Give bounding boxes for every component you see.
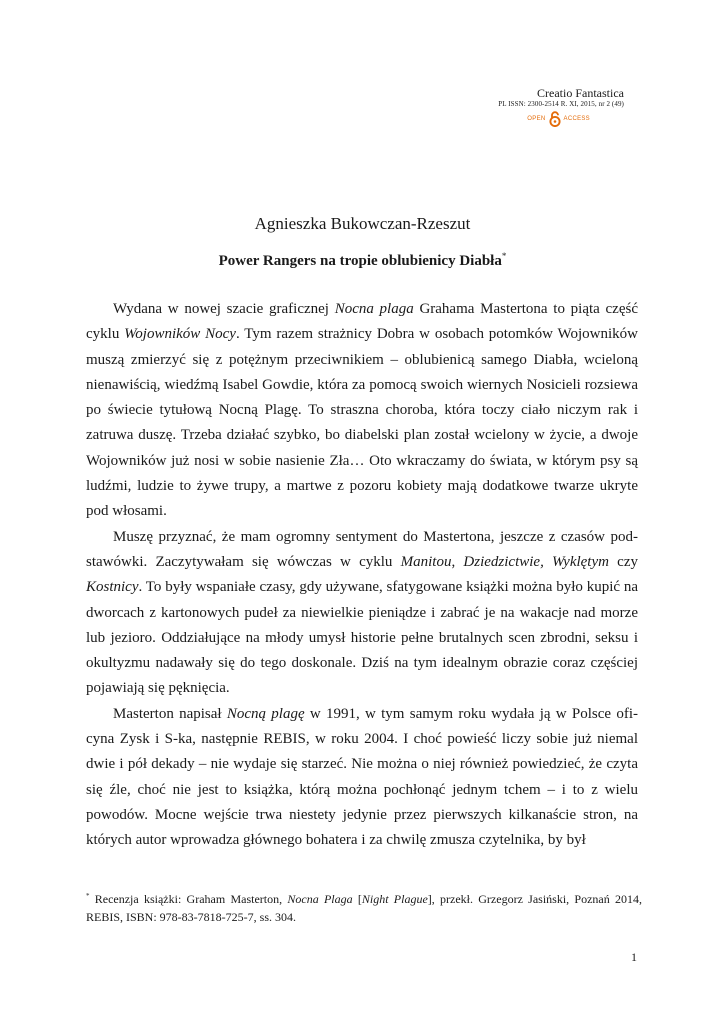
italic-title-text: Night Plague bbox=[361, 892, 428, 906]
journal-issn: PL ISSN: 2300-2514 R. XI, 2015, nr 2 (49) bbox=[498, 100, 624, 108]
paragraph-text: czy bbox=[608, 553, 638, 570]
access-label: ACCESS bbox=[563, 116, 590, 122]
italic-title-text: Nocna plaga bbox=[334, 301, 414, 317]
paragraph-text: ], przekł. Grzegorz Jasiński, Poznań 2014, REBIS, ISBN: 978-83-7818-725-7, ss. 304. bbox=[86, 892, 642, 924]
body-paragraph bbox=[86, 702, 638, 854]
paragraph-text: Wydana w nowej szacie graficznej bbox=[113, 301, 335, 317]
italic-title-text: Manitou bbox=[400, 553, 452, 570]
article-author: Agnieszka Bukowczan-Rzeszut bbox=[254, 214, 471, 233]
journal-title: Creatio Fantastica bbox=[537, 86, 624, 100]
article-title-text: Power Rangers na tropie oblubienicy Diabła bbox=[218, 253, 502, 269]
italic-title-text: Wojowników Nocy bbox=[124, 326, 236, 343]
body-paragraph bbox=[86, 297, 638, 525]
journal-header bbox=[424, 86, 624, 127]
open-label: OPEN bbox=[527, 116, 546, 122]
italic-title-text: Nocna Plaga bbox=[287, 892, 353, 906]
footnote-text bbox=[86, 892, 642, 924]
paragraph-text: Muszę przyznać, że mam ogromny sentyment do Mastertona, jeszcze z czasów podstawówki. Zaczytywałam się wówczas w cyklu bbox=[86, 528, 638, 570]
paragraph-text: . Tym razem strażnicy Dobra w osobach potomków Wojowników muszą zmierzyć się z potężnym przeciwnikiem – oblubienicą samego Diabła, wcieloną nienawiścią, wiedźmą Isabel Gowdie, która za pomocą swoich wiernych Nosicieli rozsiewa po świecie tytułową Nocną Plagę. To straszna choroba, która toczy ciało niczym rak i zatruwa duszę. Trzeba działać szybko, bo diabelski plan został wcielony w życie, a dwoje Wojowników już nosi w sobie nasienie Zła… Oto wkraczamy do świata, w którym psy są ludźmi, ludzie to żywe trupy, a martwe z pozoru kobiety mają dodatkowe twarze ukryte pod włosami. bbox=[86, 326, 638, 520]
paragraph-text: . To były wspaniałe czasy, gdy używane, sfatygowane książki można było kupić na dworcach z kartonowych pudeł za niewielkie pieniądze i zabrać je na wakacje nad morze lub jezioro. Oddziałujące na młody umysł historie pełne brutalnych scen zbrodni, seksu i okultyzmu nadawały się do tego doskonale. Dziś na tym idealnym obrazie coraz częściej pojawiają się pęknięcia. bbox=[86, 579, 638, 697]
italic-title-text: Dziedzictwie, Wyklętym bbox=[463, 553, 609, 570]
footnote bbox=[86, 887, 642, 926]
body-paragraph bbox=[86, 525, 638, 702]
italic-title-text: Nocną plagę bbox=[226, 705, 305, 722]
paragraph-text: w 1991, w tym samym roku wydała ją w Polsce oficyna Zysk i S-ka, następnie REBIS, w roku 2004. I choć powieść liczy sobie już niemal dwie i pół dekady – nie wydaje się starzeć. Nie można o niej również powiedzieć, że czyta się źle, choć nie jest to książka, którą można pochłonąć jednym tchem – i to z wielu powodów. Mocne wejście trwa niestety jedynie przez pierwszych kilkanaście stron, na których autor wprowadza głównego bohatera i za chwilę zmusza czytelnika, by był bbox=[86, 705, 638, 849]
paragraph-text: Grahama Mastertona to piąta część cyklu bbox=[86, 301, 638, 343]
open-access-lock-icon bbox=[549, 111, 561, 127]
italic-title-text: Kostnicy bbox=[86, 579, 139, 596]
paragraph-text: [ bbox=[352, 892, 362, 906]
article-title bbox=[0, 246, 725, 271]
paragraph-text: Recenzja książki: Graham Masterton, bbox=[89, 892, 288, 906]
article-body bbox=[86, 297, 638, 854]
paragraph-text: Masterton napisał bbox=[113, 705, 227, 722]
footnote-mark: * bbox=[86, 892, 90, 900]
paragraph-text: , bbox=[451, 553, 464, 570]
page-number: 1 bbox=[631, 950, 637, 964]
open-access-badge bbox=[424, 111, 590, 127]
title-footnote-mark: * bbox=[501, 251, 507, 261]
